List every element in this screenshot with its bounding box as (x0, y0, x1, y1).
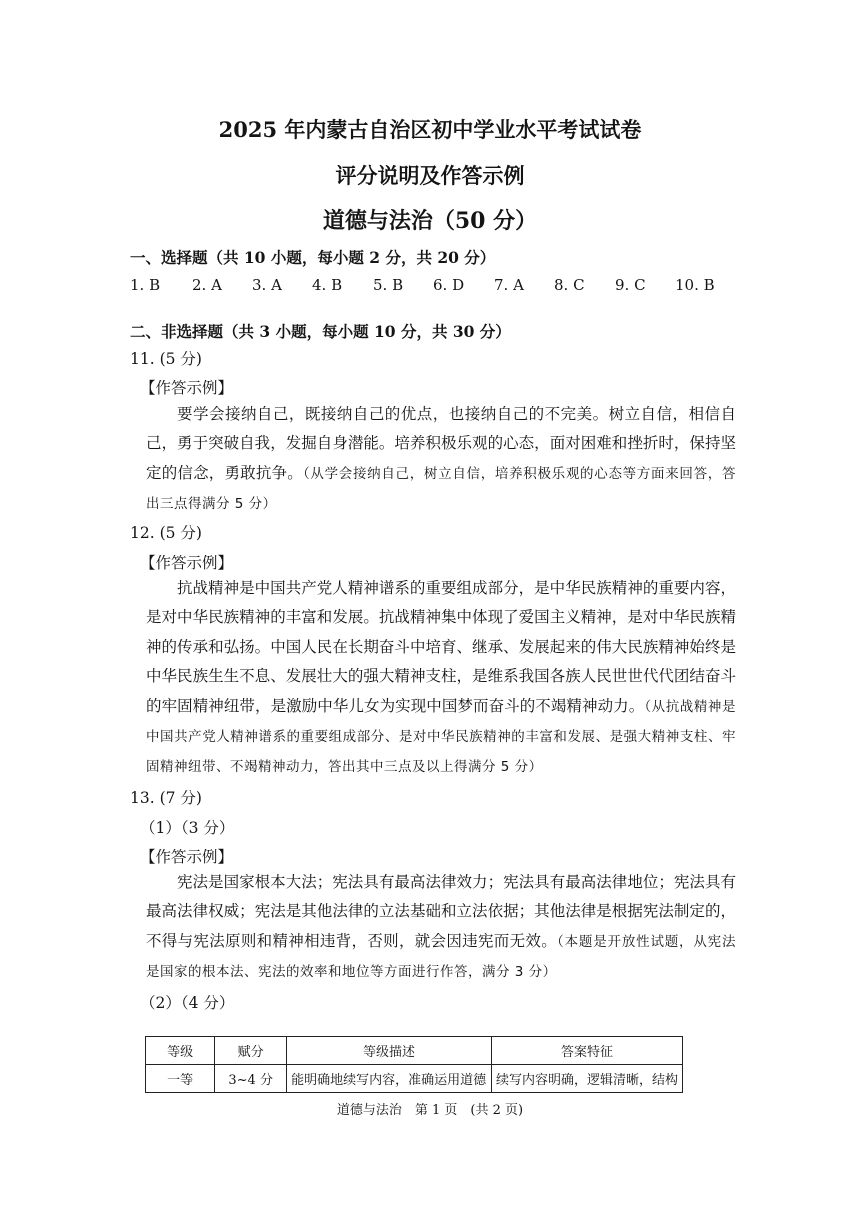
table-header-cell: 等级 (146, 1037, 215, 1065)
q11-scoring-note: （从学会接纳自己，树立自信，培养积极乐观的心态等方面来回答，答出三点得满分 5 分） (146, 465, 736, 513)
table-cell: 3~4 分 (215, 1065, 287, 1093)
q11-example-label: 【作答示例】 (140, 379, 234, 397)
answer-2: 2. A (192, 276, 222, 294)
q12-example-label: 【作答示例】 (140, 554, 234, 572)
q11-answer-body: 要学会接纳自己，既接纳自己的优点，也接纳自己的不完美。树立自信，相信自己，勇于突破自我，发掘自身潜能。培养积极乐观的心态，面对困难和挫折时，保持坚定的信念，勇敢抗争。 (146, 405, 736, 482)
q11-answer-text (146, 400, 736, 520)
q13-example-label: 【作答示例】 (140, 848, 234, 866)
answer-8: 8. C (554, 276, 585, 294)
q13-answer-body: 宪法是国家根本大法；宪法具有最高法律效力；宪法具有最高法律地位；宪法具有最高法律权威；宪法是其他法律的立法基础和立法依据；其他法律是根据宪法制定的，不得与宪法原则和精神相违背，否则，就会因违宪而无效。 (146, 873, 736, 950)
q12-answer-text (146, 574, 736, 783)
answer-5: 5. B (373, 276, 404, 294)
answer-6: 6. D (433, 276, 465, 294)
table-header-cell: 赋分 (215, 1037, 287, 1065)
table-header-cell: 等级描述 (287, 1037, 492, 1065)
page-footer: 道德与法治 第 1 页 (共 2 页) (336, 1103, 524, 1118)
exam-title: 2025 年内蒙古自治区初中学业水平考试试卷 (218, 117, 642, 142)
q12-number: 12. (5 分) (130, 524, 202, 542)
q12-scoring-note: （从抗战精神是中国共产党人精神谱系的重要组成部分、是对中华民族精神的丰富和发展、是强大精神支柱、牢固精神纽带、不竭精神动力，答出其中三点及以上得满分 5 分） (146, 698, 736, 776)
section2-heading: 二、非选择题（共 3 小题，每小题 10 分，共 30 分） (130, 322, 511, 341)
q11-number: 11. (5 分) (130, 350, 202, 368)
subject-title: 道德与法治（50 分） (322, 208, 538, 234)
section1-heading: 一、选择题（共 10 小题，每小题 2 分，共 20 分） (130, 248, 496, 267)
answer-4: 4. B (312, 276, 343, 294)
q13-answer-text (146, 868, 736, 988)
q13-part1-label: （1）（3 分） (140, 819, 235, 837)
table-row (146, 1065, 683, 1093)
answer-1: 1. B (130, 276, 161, 294)
table-cell: 续写内容明确，逻辑清晰，结构 (491, 1065, 682, 1093)
answer-9: 9. C (615, 276, 646, 294)
answer-7: 7. A (494, 276, 524, 294)
answer-3: 3. A (252, 276, 282, 294)
q13-number: 13. (7 分) (130, 789, 202, 807)
table-header-row (146, 1037, 683, 1065)
choice-answer-list (130, 276, 750, 296)
q12-answer-body: 抗战精神是中国共产党人精神谱系的重要组成部分，是中华民族精神的重要内容，是对中华民族精神的丰富和发展。抗战精神集中体现了爱国主义精神，是对中华民族精神的传承和弘扬。中国人民在长期奋斗中培育、继承、发展起来的伟大民族精神始终是中华民族生生不息、发展壮大的强大精神支柱，是维系我国各族人民世世代代团结奋斗的牢固精神纽带，是激励中华儿女为实现中国梦而奋斗的不竭精神动力。 (146, 579, 736, 715)
scoring-rubric-table (145, 1036, 683, 1093)
table-cell: 一等 (146, 1065, 215, 1093)
answer-10: 10. B (675, 276, 715, 294)
q13-part2-label: （2）（4 分） (140, 994, 235, 1012)
q13-scoring-note: （本题是开放性试题，从宪法是国家的根本法、宪法的效率和地位等方面进行作答，满分 3 分） (146, 933, 736, 981)
exam-subtitle: 评分说明及作答示例 (335, 163, 525, 188)
table-cell: 能明确地续写内容，准确运用道德 (287, 1065, 492, 1093)
table-header-cell: 答案特征 (491, 1037, 682, 1065)
